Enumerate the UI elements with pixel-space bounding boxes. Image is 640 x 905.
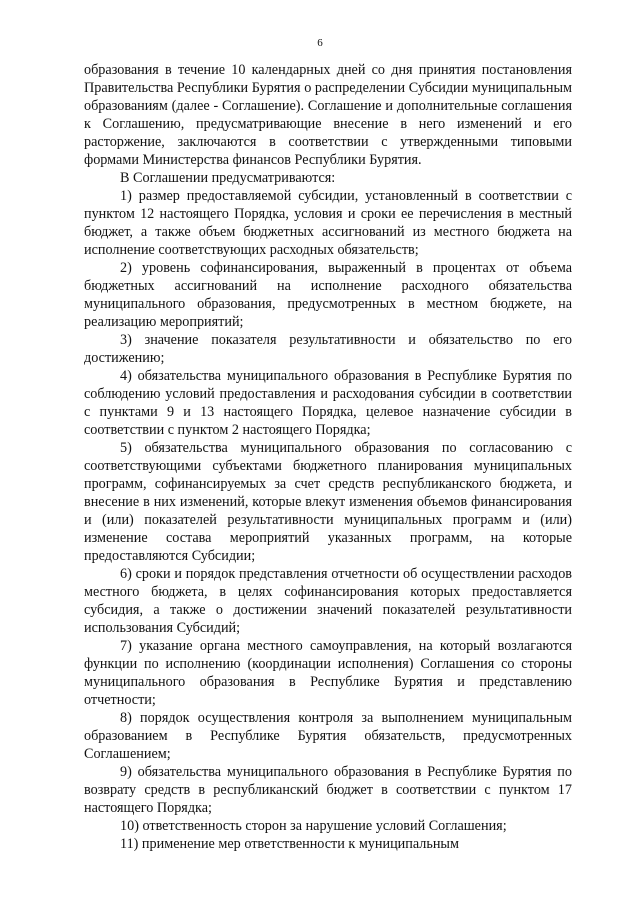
list-item-1: 1) размер предоставляемой субсидии, установленный в соответствии с пунктом 12 настоящего Порядка, условия и сроки ее перечисления в местный бюджет, а также объем бюджетных ассигнований из местного бюджета на исполнение соответствующих расходных обязательств; [84, 188, 572, 258]
list-item-6: 6) сроки и порядок представления отчетности об осуществлении расходов местного бюджета, в целях софинансирования которых предоставляется субсидия, а также о достижении значений показателей результативности использования Субсидий; [84, 566, 572, 636]
document-body [84, 61, 572, 853]
list-item-7: 7) указание органа местного самоуправления, на который возлагаются функции по исполнению (координации исполнения) Соглашения со стороны муниципального образования в Республике Бурятия и представлению отчетности; [84, 638, 572, 708]
list-item-2: 2) уровень софинансирования, выраженный в процентах от объема бюджетных ассигнований на исполнение расходного обязательства муниципального образования, предусмотренных в местном бюджете, на реализацию мероприятий; [84, 260, 572, 330]
list-item-10: 10) ответственность сторон за нарушение условий Соглашения; [120, 818, 507, 834]
paragraph-continuation: образования в течение 10 календарных дней со дня принятия постановления Правительства Республики Бурятия о распределении Субсидии муниципальным образованиям (далее - Соглашение). Соглашение и дополнительные соглашения к Соглашению, предусматривающие внесение в него изменений и его расторжение, заключаются в соответствии с утвержденными типовыми формами Министерства финансов Республики Бурятия. [84, 62, 572, 168]
list-item-11: 11) применение мер ответственности к муниципальным [120, 836, 459, 852]
page-number: 6 [317, 37, 323, 49]
list-item-5: 5) обязательства муниципального образования по согласованию с соответствующими субъектами бюджетного планирования муниципальных программ, софинансируемых за счет средств республиканского бюджета, и внесение в них изменений, которые влекут изменения объемов финансирования и (или) показателей результативности муниципальных программ и (или) изменение состава мероприятий указанных программ, на которые предоставляются Субсидии; [84, 440, 572, 564]
paragraph-intro: В Соглашении предусматриваются: [120, 170, 336, 186]
list-item-9: 9) обязательства муниципального образования в Республике Бурятия по возврату средств в республиканский бюджет в соответствии с пунктом 17 настоящего Порядка; [84, 764, 572, 816]
list-item-3: 3) значение показателя результативности и обязательство по его достижению; [84, 332, 572, 366]
list-item-8: 8) порядок осуществления контроля за выполнением муниципальным образованием в Республике Бурятия обязательств, предусмотренных Соглашением; [84, 710, 572, 762]
list-item-4: 4) обязательства муниципального образования в Республике Бурятия по соблюдению условий предоставления и расходования субсидии в соответствии с пунктами 9 и 13 настоящего Порядка, целевое назначение субсидии в соответствии с пунктом 2 настоящего Порядка; [84, 368, 572, 438]
